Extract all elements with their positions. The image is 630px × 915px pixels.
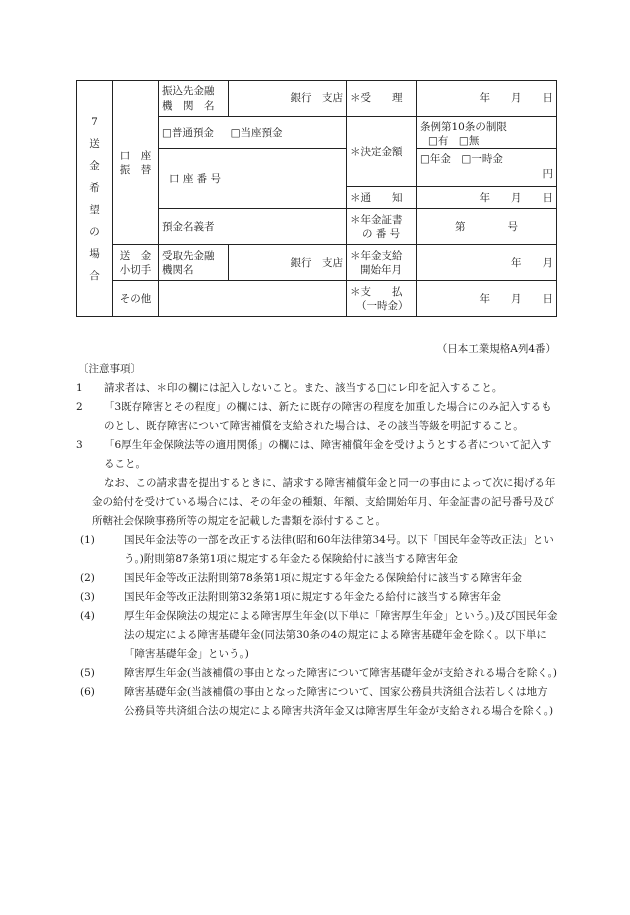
- sub-item-6: (6) 障害基礎年金(当該補償の事由となった障害について、国家公務員共済組合法若しくは地方公務員等共済組合法の規定による障害共済年金又は障害厚生年金が支給される場合を除く。): [80, 686, 554, 717]
- note-2: 2 「3既存障害とその程度」の欄には、新たに既存の障害の程度を加重した場合にのみ記入するものとし、既存障害について障害補償を支給された場合は、その該当等級を明記すること。: [76, 401, 552, 432]
- account-number-label: 口 座 番 号: [159, 149, 347, 209]
- money-order-label: 送 金 小切手: [113, 245, 159, 281]
- payment-date: 年 月 日: [417, 281, 557, 317]
- sub-item-2: (2) 国民年金等改正法附則第78条第1項に規定する年金たる保険給付に該当する障害年金: [80, 572, 523, 584]
- decided-amount-label: ＊決定金額: [347, 117, 417, 187]
- note-1: 1 請求者は、＊印の欄には記入しないこと。また、該当する□にレ印を記入すること。: [76, 382, 503, 394]
- note-3-paragraph: なお、この請求書を提出するときに、請求する障害補償年金と同一の事由によって次に掲げる年金の給付を受けている場合には、その年金の種類、年額、支給開始年月、年金証書の記号番号及び所轄社会保険事務所等の規定を記載した書類を添付すること。: [92, 477, 556, 527]
- bank-branch-field[interactable]: 銀行 支店: [229, 81, 347, 117]
- yen-unit: 円: [542, 167, 553, 180]
- pension-options[interactable]: □年金 □一時金: [420, 153, 503, 166]
- start-month-value: 年 月: [417, 245, 557, 281]
- other-label: その他: [113, 281, 159, 317]
- received-date: 年 月 日: [417, 81, 557, 117]
- sub-item-3: (3) 国民年金等改正法附則第32条第1項に規定する年金たる給付に該当する障害年金: [80, 591, 502, 603]
- sub-item-1: (1) 国民年金法等の一部を改正する法律(昭和60年法律第34号。以下「国民年金等改正法」という。)附則第87条第1項に規定する年金たる保険給付に該当する障害年金: [80, 534, 554, 565]
- jis-size-note: （日本工業規格A列4番）: [436, 343, 556, 355]
- receiving-bank-branch-field[interactable]: 銀行 支店: [229, 245, 347, 281]
- other-field[interactable]: [159, 281, 347, 317]
- start-month-label: ＊年金支給 開始年月: [347, 245, 417, 281]
- deposit-type[interactable]: [159, 117, 347, 149]
- current-deposit-checkbox[interactable]: □当座預金: [230, 126, 283, 139]
- section-label: 7 送 金 希 望 の 場 合: [77, 81, 113, 317]
- notice-label: ＊通 知: [347, 187, 417, 209]
- ordinary-deposit-checkbox[interactable]: □普通預金: [162, 126, 214, 139]
- payment-label: ＊支 払 （一時金）: [347, 281, 417, 317]
- remittance-table: [76, 80, 557, 317]
- notes-heading: 〔注意事項〕: [78, 363, 141, 375]
- bank-name-label: 振込先金融 機 関 名: [159, 81, 229, 117]
- section-number: 7: [91, 115, 98, 128]
- certificate-number: 第 号: [417, 209, 557, 245]
- sub-item-5: (5) 障害厚生年金(当該補償の事由となった障害について障害基礎年金が支給される場合を除く。): [80, 667, 558, 679]
- account-transfer-label: 口 座 振 替: [113, 81, 159, 245]
- received-label: ＊受 理: [347, 81, 417, 117]
- sub-item-4: (4) 厚生年金保険法の規定による障害厚生年金(以下単に「障害厚生年金」という。)及び国民年金法の規定による障害基礎年金(同法第30条の4の規定による障害基礎年金を除く。以下単に「障害基礎年金」という。): [80, 610, 558, 660]
- restriction-options[interactable]: □有 □無: [428, 135, 480, 148]
- receiving-bank-label: 受取先金融 機関名: [159, 245, 229, 281]
- restriction-cell[interactable]: [417, 117, 557, 149]
- certificate-label: ＊年金証書 の 番 号: [347, 209, 417, 245]
- notes-section: [78, 360, 558, 721]
- restriction-label: 条例第10条の制限: [420, 121, 507, 133]
- note-3: 3 「6厚生年金保険法等の適用関係」の欄には、障害補償年金を受けようとする者について記入すること。: [76, 439, 552, 470]
- pension-type-cell[interactable]: [417, 149, 557, 187]
- account-holder-label: 預金名義者: [159, 209, 347, 245]
- notice-date: 年 月 日: [417, 187, 557, 209]
